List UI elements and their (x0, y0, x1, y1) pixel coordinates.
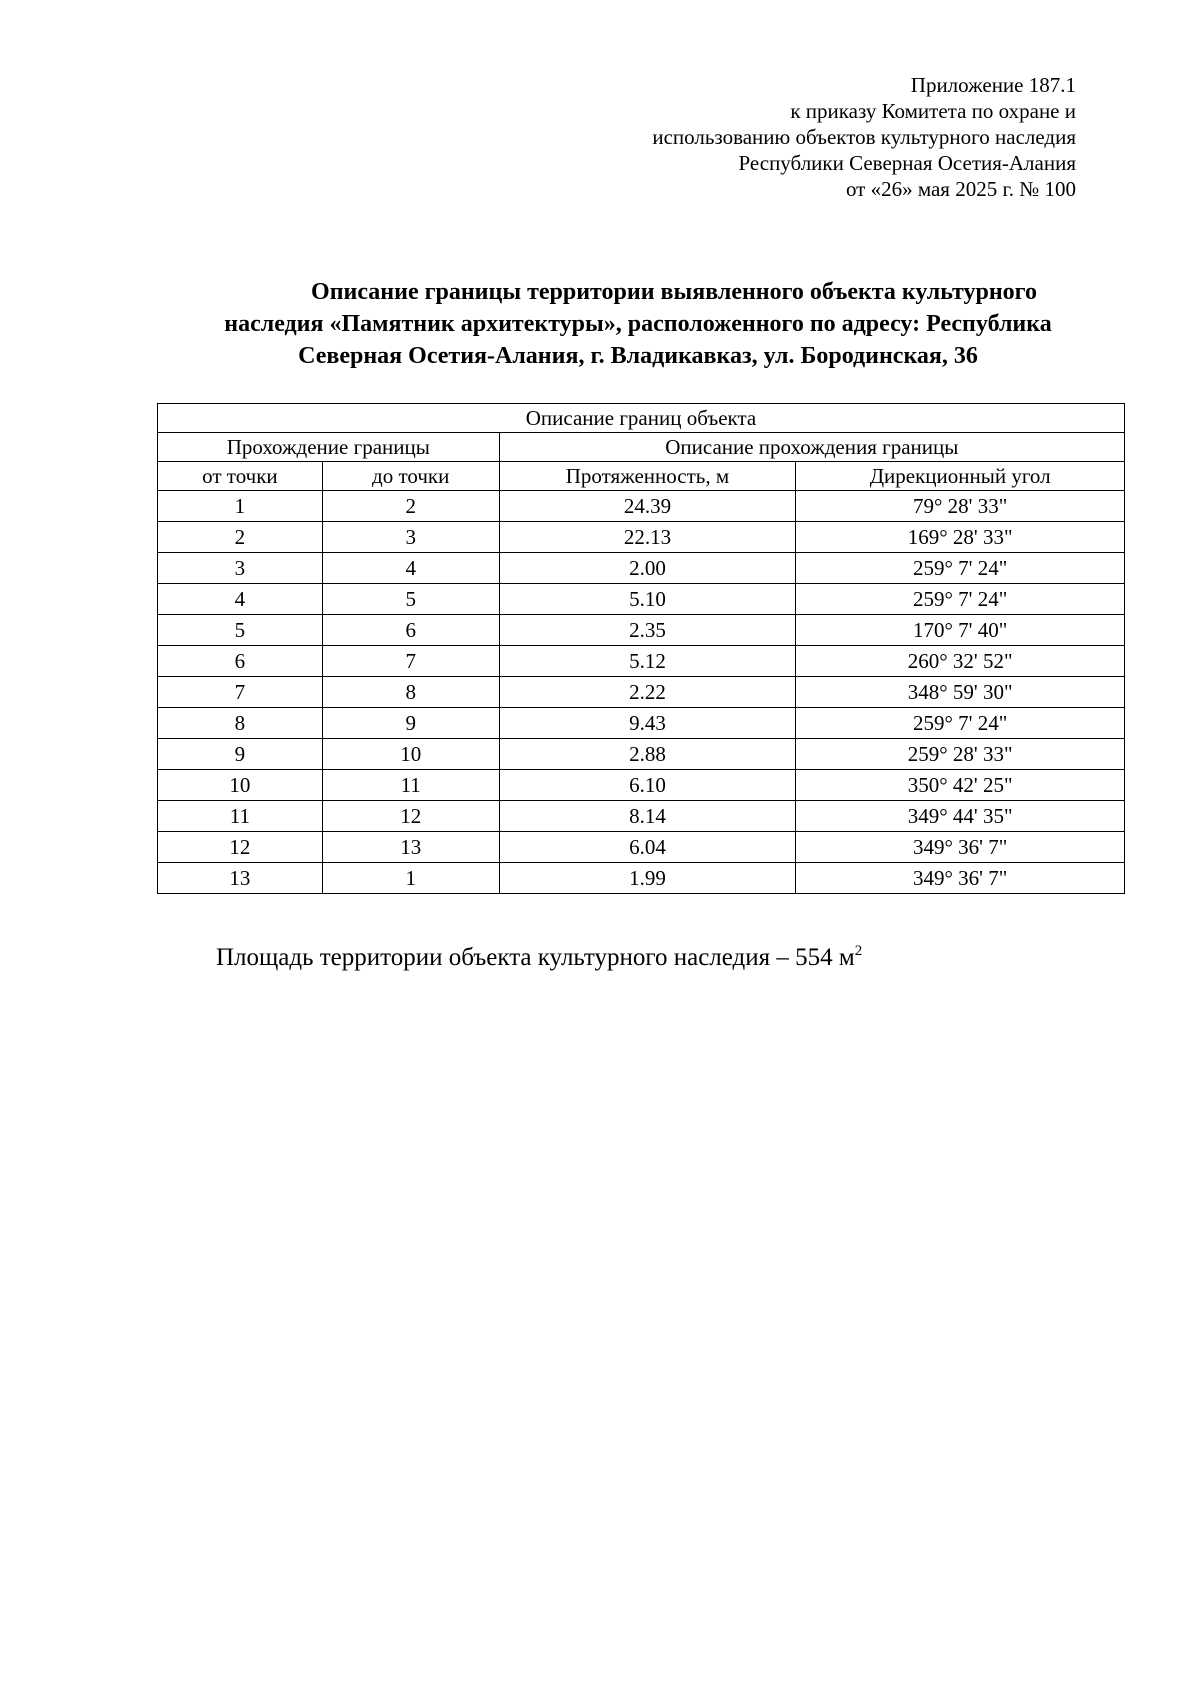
table-cell: 11 (158, 801, 323, 832)
table-cell: 2.35 (499, 615, 796, 646)
table-cell: 348° 59' 30" (796, 677, 1125, 708)
table-caption: Описание границ объекта (158, 404, 1125, 433)
table-cell: 1 (158, 491, 323, 522)
table-cell: 24.39 (499, 491, 796, 522)
table-cell: 8 (322, 677, 499, 708)
table-cell: 8 (158, 708, 323, 739)
table-cell: 4 (322, 553, 499, 584)
table-group-header-row (158, 433, 1125, 462)
table-cell: 13 (158, 863, 323, 894)
table-cell: 9 (158, 739, 323, 770)
appendix-line: Республики Северная Осетия-Алания (738, 151, 1076, 175)
table-cell: 1.99 (499, 863, 796, 894)
table-row (158, 739, 1125, 770)
table-row (158, 615, 1125, 646)
appendix-line: использованию объектов культурного наследия (652, 125, 1076, 149)
table-body (158, 491, 1125, 894)
table-cell: 8.14 (499, 801, 796, 832)
table-cell: 259° 7' 24" (796, 708, 1125, 739)
appendix-block (376, 72, 1076, 202)
title-line: Северная Осетия-Алания, г. Владикавказ, ул. Бородинская, 36 (298, 343, 978, 369)
table-cell: 259° 7' 24" (796, 553, 1125, 584)
table-cell: 169° 28' 33" (796, 522, 1125, 553)
table-row (158, 832, 1125, 863)
table-cell: 1 (322, 863, 499, 894)
table-cell: 259° 28' 33" (796, 739, 1125, 770)
table-row (158, 801, 1125, 832)
area-superscript: 2 (854, 943, 863, 959)
table-cell: 7 (322, 646, 499, 677)
table-cell: 259° 7' 24" (796, 584, 1125, 615)
table-cell: 9 (322, 708, 499, 739)
table-cell: 10 (322, 739, 499, 770)
table-cell: 349° 36' 7" (796, 832, 1125, 863)
table-row (158, 584, 1125, 615)
table-cell: 2.00 (499, 553, 796, 584)
table-cell: 13 (322, 832, 499, 863)
table-cell: 2.88 (499, 739, 796, 770)
table-caption-row (158, 404, 1125, 433)
table-column-header-row (158, 462, 1125, 491)
table-cell: 7 (158, 677, 323, 708)
table-cell: 12 (158, 832, 323, 863)
boundary-table (157, 403, 1125, 894)
table-cell: 5.12 (499, 646, 796, 677)
table-row (158, 553, 1125, 584)
title-line: Описание границы территории выявленного объекта культурного (311, 279, 1037, 305)
table-cell: 350° 42' 25" (796, 770, 1125, 801)
group-header: Прохождение границы (158, 433, 500, 462)
table-cell: 6 (322, 615, 499, 646)
column-header: до точки (322, 462, 499, 491)
table-cell: 260° 32' 52" (796, 646, 1125, 677)
group-header: Описание прохождения границы (499, 433, 1124, 462)
table-cell: 22.13 (499, 522, 796, 553)
table-cell: 4 (158, 584, 323, 615)
table-cell: 2 (322, 491, 499, 522)
table-row (158, 677, 1125, 708)
table-cell: 2 (158, 522, 323, 553)
column-header: Протяженность, м (499, 462, 796, 491)
table-cell: 6.10 (499, 770, 796, 801)
column-header: Дирекционный угол (796, 462, 1125, 491)
document-title (148, 276, 1128, 372)
table-cell: 10 (158, 770, 323, 801)
table-cell: 349° 36' 7" (796, 863, 1125, 894)
table-cell: 170° 7' 40" (796, 615, 1125, 646)
table-cell: 11 (322, 770, 499, 801)
appendix-line: Приложение 187.1 (910, 73, 1076, 97)
table-cell: 5 (322, 584, 499, 615)
table-cell: 9.43 (499, 708, 796, 739)
table-cell: 79° 28' 33" (796, 491, 1125, 522)
column-header: от точки (158, 462, 323, 491)
appendix-line: к приказу Комитета по охране и (790, 99, 1076, 123)
table-row (158, 708, 1125, 739)
table-cell: 3 (322, 522, 499, 553)
table-cell: 349° 44' 35" (796, 801, 1125, 832)
table-cell: 6.04 (499, 832, 796, 863)
title-line: наследия «Памятник архитектуры», расположенного по адресу: Республика (224, 311, 1052, 337)
table-row (158, 646, 1125, 677)
table-cell: 12 (322, 801, 499, 832)
table-cell: 3 (158, 553, 323, 584)
table-cell: 6 (158, 646, 323, 677)
table-row (158, 863, 1125, 894)
table-row (158, 491, 1125, 522)
table-cell: 5.10 (499, 584, 796, 615)
appendix-line: от «26» мая 2025 г. № 100 (845, 177, 1076, 201)
table-cell: 2.22 (499, 677, 796, 708)
table-row (158, 522, 1125, 553)
area-statement (216, 942, 862, 974)
table-row (158, 770, 1125, 801)
table-cell: 5 (158, 615, 323, 646)
area-text: Площадь территории объекта культурного наследия – 554 м (216, 944, 855, 971)
